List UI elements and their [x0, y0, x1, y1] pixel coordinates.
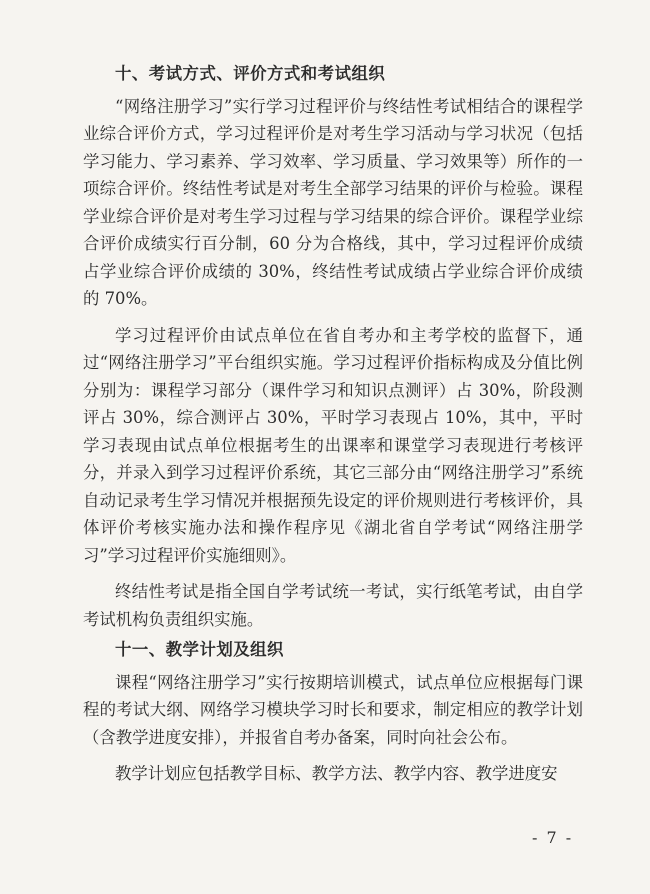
section-11-heading: 十一、教学计划及组织	[115, 640, 284, 659]
page-number: - 7 -	[532, 828, 574, 847]
section-10-heading: 十、考试方式、评价方式和考试组织	[115, 64, 386, 83]
section-11-paragraph-2: 教学计划应包括教学目标、教学方法、教学内容、教学进度安	[115, 764, 558, 783]
document-body	[83, 60, 583, 797]
section-10-paragraph-2: 学习过程评价由试点单位在省自考办和主考学校的监督下，通过“网络注册学习”平台组织实施。学习过程评价指标构成及分值比例分别为：课程学习部分（课件学习和知识点测评）占 30%，阶段测评占 30%，综合测评占 30%，平时学习表现占 10%，其中，平时学习表现由试点单位根据考生的出课率和课堂学习表现进行考核评分，并录入到学习过程评价系统，其它三部分由“网络注册学习”系统自动记录考生学习情况并根据预先设定的评价规则进行考核评价，具体评价考核实施办法和操作程序见《湖北省自学考试“网络注册学习”学习过程评价实施细则》。	[83, 325, 583, 565]
section-10-paragraph-3: 终结性考试是指全国自学考试统一考试，实行纸笔考试，由自学考试机构负责组织实施。	[83, 582, 583, 629]
section-11-paragraph-1: 课程“网络注册学习”实行按期培训模式，试点单位应根据每门课程的考试大纲、网络学习模块学习时长和要求，制定相应的教学计划（含教学进度安排），并报省自考办备案，同时向社会公布。	[83, 672, 583, 747]
section-10-paragraph-1: “网络注册学习”实行学习过程评价与终结性考试相结合的课程学业综合评价方式，学习过程评价是对考生学习活动与学习状况（包括学习能力、学习素养、学习效率、学习质量、学习效果等）所作的一项综合评价。终结性考试是对考生全部学习结果的评价与检验。课程学业综合评价是对考生学习过程与学习结果的综合评价。课程学业综合评价成绩实行百分制，60 分为合格线，其中，学习过程评价成绩占学业综合评价成绩的 30%，终结性考试成绩占学业综合评价成绩的 70%。	[83, 96, 583, 308]
